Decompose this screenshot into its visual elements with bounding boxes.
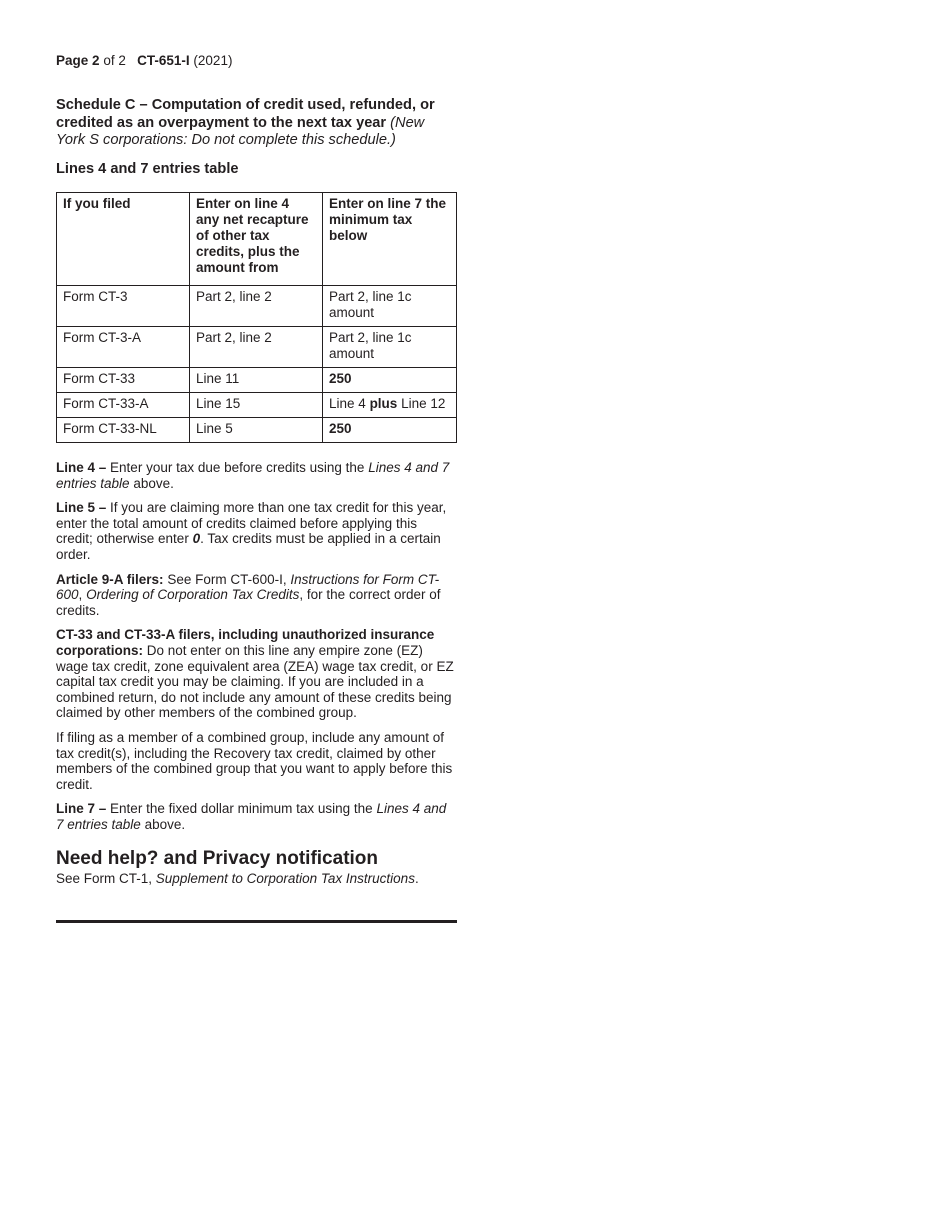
header-line7: Enter on line 7 the minimum tax below bbox=[323, 193, 457, 286]
cell-line7-value: 250 bbox=[329, 421, 352, 436]
article9a-ref1: Instructions for Form CT-600 bbox=[56, 571, 440, 603]
help-ref: Supplement to Corporation Tax Instructions bbox=[155, 871, 415, 887]
cell-filed: Form CT-33-A bbox=[57, 393, 190, 418]
cell-line7: Part 2, line 1c amount bbox=[323, 286, 457, 327]
article9a-label: Article 9-A filers: bbox=[56, 571, 164, 587]
form-year: (2021) bbox=[193, 53, 233, 68]
table-row bbox=[57, 368, 457, 393]
cell-line4: Part 2, line 2 bbox=[190, 286, 323, 327]
line5-text: If you are claiming more than one tax credit for this year, enter the total amount of credits claimed before applying this credit; otherwise enter bbox=[56, 500, 447, 547]
line5-text-end: . Tax credits must be applied in a certain order. bbox=[56, 531, 441, 562]
page-column bbox=[56, 52, 457, 923]
line5-instruction bbox=[56, 500, 457, 562]
line7-instruction bbox=[56, 801, 457, 832]
ct33-text: Do not enter on this line any empire zone (EZ) wage tax credit, zone equivalent area (ZEA) wage tax credit, or EZ capital tax credit you may be claiming. If you are included in a combined return, do not include any amount of these credits being claimed by other members of the combined group. bbox=[56, 642, 454, 721]
article9a-text: See Form CT-600-I, bbox=[167, 571, 287, 587]
page-label: Page bbox=[56, 53, 89, 68]
table-caption: Lines 4 and 7 entries table bbox=[56, 160, 239, 177]
cell-line4: Line 11 bbox=[190, 368, 323, 393]
cell-line7-value: 250 bbox=[329, 371, 352, 386]
help-text-end: . bbox=[414, 871, 419, 887]
cell-line7: Part 2, line 1c amount bbox=[323, 327, 457, 368]
entries-table bbox=[56, 192, 457, 443]
line7-text: Enter the fixed dollar minimum tax using the bbox=[110, 801, 373, 817]
article9a-ref2: Ordering of Corporation Tax Credits bbox=[86, 587, 300, 603]
cell-line4: Line 15 bbox=[190, 393, 323, 418]
table-row bbox=[57, 286, 457, 327]
line5-label: Line 5 – bbox=[56, 500, 107, 516]
page-header bbox=[56, 52, 457, 70]
cell-line7 bbox=[323, 393, 457, 418]
cell-filed: Form CT-3 bbox=[57, 286, 190, 327]
cell-line7-part-a: Line 4 bbox=[329, 396, 366, 411]
article9a-comma: , bbox=[78, 587, 83, 603]
bottom-rule bbox=[56, 920, 457, 923]
ct33-instruction bbox=[56, 627, 457, 721]
line7-table-ref: Lines 4 and 7 entries table bbox=[56, 801, 447, 832]
table-row bbox=[57, 327, 457, 368]
cell-line7-plus: plus bbox=[369, 396, 398, 411]
cell-line7 bbox=[323, 368, 457, 393]
help-text bbox=[56, 871, 457, 887]
line5-zero: 0 bbox=[192, 531, 201, 547]
line4-table-ref: Lines 4 and 7 entries table bbox=[56, 460, 450, 491]
line4-label: Line 4 – bbox=[56, 460, 107, 475]
schedule-title bbox=[56, 97, 457, 150]
article9a-instruction bbox=[56, 572, 457, 619]
line4-text-end: above. bbox=[133, 475, 174, 491]
cell-filed: Form CT-33 bbox=[57, 368, 190, 393]
cell-line4: Part 2, line 2 bbox=[190, 327, 323, 368]
help-heading: Need help? and Privacy notification bbox=[56, 848, 379, 870]
cell-filed: Form CT-3-A bbox=[57, 327, 190, 368]
line7-text-end: above. bbox=[144, 816, 186, 832]
schedule-note: (New York S corporations: Do not complete this schedule.) bbox=[56, 114, 425, 148]
combined-group-instruction: If filing as a member of a combined group, include any amount of tax credit(s), including the Recovery tax credit, claimed by other members of the combined group that you want to apply before this credit. bbox=[56, 729, 453, 792]
table-row bbox=[57, 393, 457, 418]
page-total: of 2 bbox=[103, 53, 126, 68]
schedule-title-text: Schedule C – Computation of credit used, refunded, or credited as an overpayment to the next tax year bbox=[56, 97, 435, 131]
cell-line7-part-c: Line 12 bbox=[401, 396, 446, 411]
page-number: 2 bbox=[92, 53, 100, 68]
form-id: CT-651-I bbox=[137, 53, 190, 68]
line7-label: Line 7 – bbox=[56, 801, 107, 817]
line4-instruction bbox=[56, 460, 457, 491]
cell-line7 bbox=[323, 418, 457, 443]
article9a-text-end: , for the correct order of credits. bbox=[56, 587, 441, 618]
help-text-start: See Form CT-1, bbox=[56, 871, 153, 887]
line4-text: Enter your tax due before credits using the bbox=[110, 460, 365, 475]
cell-line4: Line 5 bbox=[190, 418, 323, 443]
table-row bbox=[57, 418, 457, 443]
header-line4: Enter on line 4 any net recapture of other tax credits, plus the amount from bbox=[190, 193, 323, 286]
table-header-row bbox=[57, 193, 457, 286]
cell-filed: Form CT-33-NL bbox=[57, 418, 190, 443]
header-if-you-filed: If you filed bbox=[57, 193, 190, 286]
ct33-label: CT-33 and CT-33-A filers, including unauthorized insurance corporations: bbox=[56, 627, 435, 658]
